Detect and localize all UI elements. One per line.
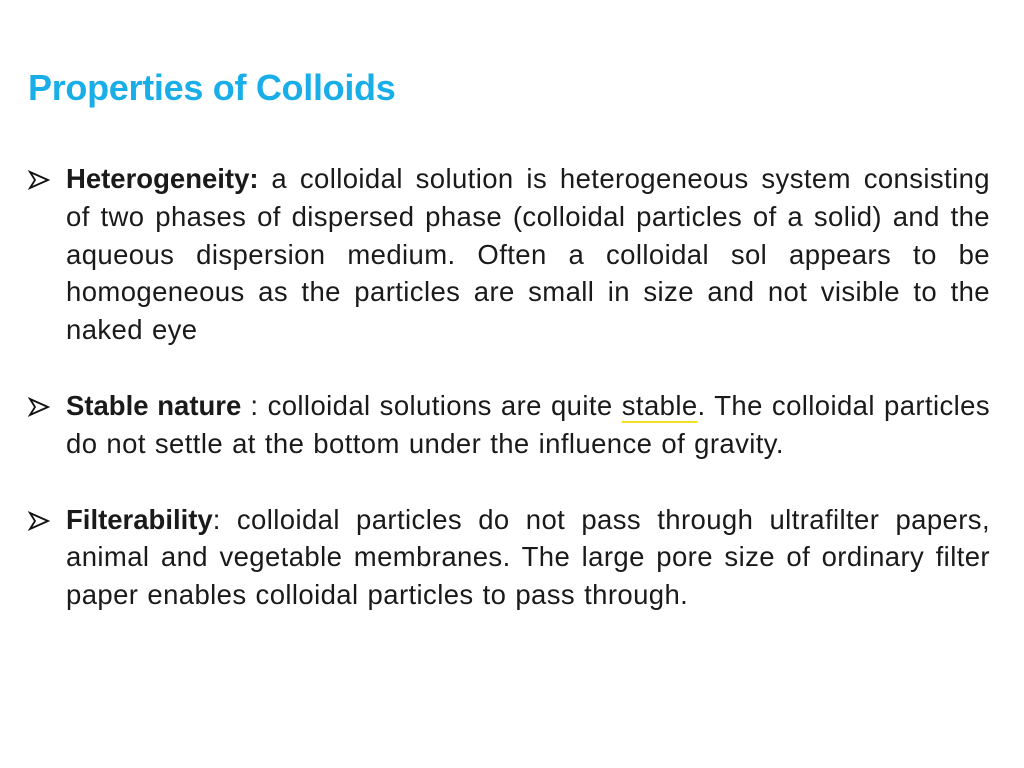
bullet-term: Stable nature [66, 389, 242, 421]
bullet-term: Filterability [66, 503, 213, 535]
arrow-bullet-icon [28, 397, 50, 417]
slide-title: Properties of Colloids [28, 67, 396, 108]
bullet-filterability [28, 501, 990, 614]
arrow-bullet-icon [28, 170, 50, 190]
arrow-bullet-icon [28, 511, 50, 531]
bullet-text: a colloidal solution is heterogeneous system consisting of two phases of dispersed phase (colloidal particles of a solid) and the aqueous dispersion medium. Often a colloidal sol appears to be homogeneous as the particles are small in size and not visible to the naked eye [66, 163, 990, 346]
bullet-text: . The colloidal particles do not settle at the bottom under the influence of gravity. [66, 389, 991, 459]
bullet-list [28, 160, 990, 652]
bullet-stable-nature [28, 387, 990, 463]
bullet-term: Heterogeneity: [66, 163, 259, 194]
bullet-text: : colloidal solutions are quite [241, 389, 622, 421]
bullet-text: : colloidal particles do not pass through ultrafilter papers, animal and vegetable membranes. The large pore size of ordinary filter paper enables colloidal particles to pass through. [66, 503, 990, 611]
highlighted-word: stable [621, 389, 698, 421]
bullet-heterogeneity [28, 160, 990, 349]
